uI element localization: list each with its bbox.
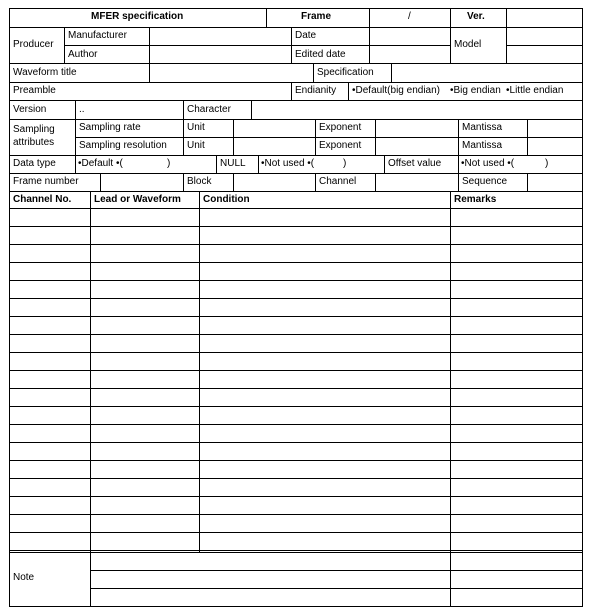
frame-label: Frame — [301, 11, 332, 22]
divider — [458, 155, 459, 173]
rate-exponent-label: Exponent — [319, 122, 362, 133]
endian-option-big: •Big endian — [450, 85, 501, 96]
divider — [233, 173, 234, 191]
column-header-condition: Condition — [203, 194, 250, 205]
date-label: Date — [295, 30, 317, 41]
divider — [9, 27, 583, 28]
character-label: Character — [187, 104, 231, 115]
divider — [315, 119, 316, 155]
manufacturer-label: Manufacturer — [68, 30, 127, 41]
column-divider — [450, 191, 451, 552]
table-row-line — [9, 532, 583, 533]
model-label: Model — [454, 39, 482, 50]
divider — [251, 100, 252, 119]
border-left — [9, 8, 10, 607]
table-row-line — [9, 280, 583, 281]
rate-mantissa-label: Mantissa — [462, 122, 503, 133]
divider — [258, 155, 259, 173]
note-label: Note — [13, 572, 35, 583]
frame-slash: / — [408, 11, 411, 22]
table-row-line — [9, 298, 583, 299]
note-row-line — [90, 588, 583, 589]
null-label: NULL — [220, 158, 246, 169]
column-divider — [199, 191, 200, 552]
data-type-default-option: •Default •( — [78, 158, 123, 169]
divider — [458, 119, 459, 155]
divider — [9, 63, 583, 64]
divider — [348, 82, 349, 100]
table-row-line — [9, 460, 583, 461]
border-bottom — [9, 606, 583, 607]
divider — [450, 8, 451, 27]
table-row-line — [9, 442, 583, 443]
divider — [9, 100, 583, 101]
data-type-label: Data type — [13, 158, 56, 169]
resolution-mantissa-label: Mantissa — [462, 140, 503, 151]
sampling-resolution-label: Sampling resolution — [79, 140, 167, 151]
divider — [100, 173, 101, 191]
resolution-unit-label: Unit — [187, 140, 205, 151]
divider — [450, 27, 451, 63]
form-title: MFER specification — [91, 11, 184, 22]
ver-label: Ver. — [467, 11, 485, 22]
divider — [75, 100, 76, 119]
divider — [64, 45, 450, 46]
divider — [266, 8, 267, 27]
frame-number-label: Frame number — [13, 176, 79, 187]
table-row-line — [9, 262, 583, 263]
data-type-close-paren: ) — [167, 158, 171, 169]
offset-not-used-option: •Not used •( — [461, 158, 515, 169]
divider — [375, 119, 376, 155]
border-top — [9, 8, 583, 9]
edited-date-label: Edited date — [295, 49, 346, 60]
table-header-bottom — [9, 208, 583, 209]
table-row-line — [9, 370, 583, 371]
table-row-line — [9, 406, 583, 407]
column-divider — [90, 191, 91, 552]
table-row-line — [9, 550, 583, 551]
divider — [527, 119, 528, 155]
column-header-remarks: Remarks — [454, 194, 497, 205]
resolution-exponent-label: Exponent — [319, 140, 362, 151]
sampling-label-line1: Sampling — [13, 124, 55, 135]
table-row-line — [9, 424, 583, 425]
table-row-line — [9, 514, 583, 515]
divider — [291, 27, 292, 63]
divider — [527, 173, 528, 191]
block-label: Block — [187, 176, 212, 187]
divider — [64, 27, 65, 63]
divider — [391, 63, 392, 82]
endian-option-default: •Default(big endian) — [352, 85, 440, 96]
divider — [75, 155, 76, 173]
table-row-line — [9, 226, 583, 227]
null-close-paren: ) — [343, 158, 347, 169]
divider — [313, 63, 314, 82]
table-row-line — [9, 334, 583, 335]
offset-close-paren: ) — [545, 158, 549, 169]
divider — [291, 82, 292, 100]
note-row-line — [90, 570, 583, 571]
divider — [9, 173, 583, 174]
divider — [315, 173, 316, 191]
divider — [75, 137, 583, 138]
divider — [233, 119, 234, 155]
divider — [506, 45, 583, 46]
divider — [375, 173, 376, 191]
specification-label: Specification — [317, 67, 374, 78]
divider — [149, 63, 150, 82]
channel-label: Channel — [319, 176, 357, 187]
divider — [458, 173, 459, 191]
column-header-channel-no: Channel No. — [13, 194, 72, 205]
rate-unit-label: Unit — [187, 122, 205, 133]
waveform-title-label: Waveform title — [13, 67, 77, 78]
divider — [9, 82, 583, 83]
version-dots: .. — [79, 104, 85, 115]
column-header-lead-or-waveform: Lead or Waveform — [94, 194, 181, 205]
border-right — [582, 8, 583, 607]
divider — [384, 155, 385, 173]
table-row-line — [9, 352, 583, 353]
offset-value-label: Offset value — [388, 158, 442, 169]
divider — [9, 191, 583, 192]
producer-label: Producer — [13, 39, 54, 50]
table-row-line — [9, 388, 583, 389]
divider — [183, 100, 184, 119]
divider — [369, 27, 370, 63]
divider — [9, 155, 583, 156]
table-row-line — [9, 478, 583, 479]
divider — [369, 8, 370, 27]
divider — [9, 119, 583, 120]
divider — [216, 155, 217, 173]
endianity-label: Endianity — [295, 85, 337, 96]
preamble-label: Preamble — [13, 85, 56, 96]
table-row-line — [9, 496, 583, 497]
sequence-label: Sequence — [462, 176, 508, 187]
divider — [75, 119, 76, 155]
divider — [506, 27, 507, 63]
version-label: Version — [13, 104, 47, 115]
divider — [506, 8, 507, 27]
column-divider — [450, 552, 451, 607]
divider — [183, 173, 184, 191]
column-divider — [90, 552, 91, 607]
table-row-line — [9, 244, 583, 245]
endian-option-little: •Little endian — [506, 85, 564, 96]
sampling-label-line2: attributes — [13, 137, 55, 148]
divider — [183, 119, 184, 155]
null-not-used-option: •Not used •( — [261, 158, 315, 169]
note-top — [9, 552, 583, 553]
table-row-line — [9, 316, 583, 317]
sampling-rate-label: Sampling rate — [79, 122, 141, 133]
author-label: Author — [68, 49, 98, 60]
divider — [149, 27, 150, 63]
